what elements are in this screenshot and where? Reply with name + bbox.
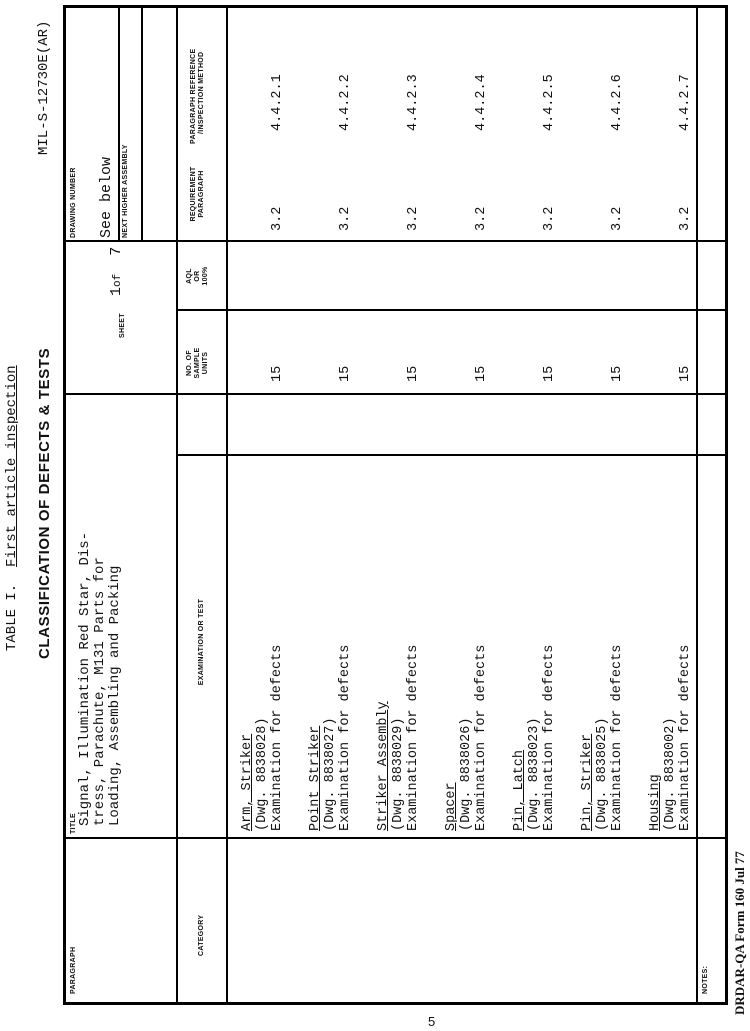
part-name: Pin, Striker xyxy=(580,733,595,831)
page-number: 5 xyxy=(428,1014,436,1029)
sheet-value xyxy=(108,247,125,296)
title-line-2: tress, Parachute, M131 Parts for xyxy=(92,557,108,826)
exam-text: Examination for defects xyxy=(542,644,557,831)
table-heading-prefix: TABLE I. xyxy=(4,583,20,651)
sample-count: 15 xyxy=(542,365,557,382)
requirement-label-1: REQUIREMENT xyxy=(190,166,197,222)
spec-number: MIL-S-12730E(AR) xyxy=(36,20,52,155)
table-heading xyxy=(4,365,20,651)
classification-form xyxy=(63,5,728,1005)
sample-label xyxy=(186,334,210,392)
exam-cell xyxy=(580,645,625,831)
requirement-paragraph: 3.2 xyxy=(678,206,693,231)
exam-text: Examination for defects xyxy=(338,644,353,831)
drawing-ref: (Dwg. 8838029) xyxy=(391,717,406,831)
requirement-paragraph: 3.2 xyxy=(610,206,625,231)
notes-label: NOTES: xyxy=(702,965,709,994)
sheet-total: 7 xyxy=(108,246,125,256)
requirement-paragraph: 3.2 xyxy=(270,206,285,231)
column-header-divider xyxy=(226,5,228,1002)
exam-cell xyxy=(240,645,285,831)
part-name: Arm, Striker xyxy=(240,733,255,831)
examination-label: EXAMINATION OR TEST xyxy=(198,598,205,686)
sample-col-line xyxy=(176,394,726,396)
drawing-ref: (Dwg. 8838027) xyxy=(323,717,338,831)
title-line-3: Loading, Assembling and Packing xyxy=(107,565,123,826)
requirement-label-2: PARAGRAPH xyxy=(198,170,205,218)
next-higher-assembly-label: NEXT HIGHER ASSEMBLY xyxy=(122,144,129,238)
category-label: CATEGORY xyxy=(198,914,205,956)
sample-label-2: SAMPLE xyxy=(194,347,201,379)
sample-count: 15 xyxy=(338,365,353,382)
form-id: DRDAR-QA Form 160 Jul 77 xyxy=(732,851,747,1015)
requirement-label xyxy=(190,148,206,240)
drawing-ref: (Dwg. 8838028) xyxy=(255,717,270,831)
requirement-paragraph: 3.2 xyxy=(474,206,489,231)
exam-cell xyxy=(512,645,557,831)
part-name: Spacer xyxy=(444,782,459,831)
reference-paragraph: 4.4.2.6 xyxy=(610,74,625,131)
part-name: Pin, Latch xyxy=(512,749,527,831)
reference-paragraph: 4.4.2.5 xyxy=(542,74,557,131)
requirement-paragraph: 3.2 xyxy=(406,206,421,231)
sample-count: 15 xyxy=(270,365,285,382)
sample-count: 15 xyxy=(474,365,489,382)
exam-text: Examination for defects xyxy=(270,644,285,831)
drawing-ref: (Dwg. 8838023) xyxy=(527,717,542,831)
table-heading-title: First article inspection xyxy=(4,365,20,567)
reference-label xyxy=(190,49,206,144)
part-name: Housing xyxy=(648,774,663,831)
drawing-ref: (Dwg. 8838026) xyxy=(459,717,474,831)
sheet-label: SHEET xyxy=(119,313,126,338)
notes-divider xyxy=(696,5,698,1002)
title-sheet-divider xyxy=(66,394,176,396)
exam-text: Examination for defects xyxy=(678,644,693,831)
header-divider xyxy=(176,242,178,1002)
reference-paragraph: 4.4.2.1 xyxy=(270,74,285,131)
part-name: Point Striker xyxy=(308,725,323,831)
drawing-number-value: See below xyxy=(98,156,115,238)
header-divider-right xyxy=(176,5,178,147)
reference-paragraph: 4.4.2.2 xyxy=(338,74,353,131)
exam-cell xyxy=(648,645,693,831)
exam-cell xyxy=(444,645,489,831)
paragraph-title-divider xyxy=(66,838,176,840)
paragraph-label: PARAGRAPH xyxy=(70,946,77,994)
aql-label-2: OR xyxy=(194,270,201,282)
requirement-paragraph: 3.2 xyxy=(338,206,353,231)
category-col-line xyxy=(176,838,726,840)
exam-text: Examination for defects xyxy=(610,644,625,831)
exam-text: Examination for defects xyxy=(474,644,489,831)
drawing-row-divider xyxy=(118,5,120,242)
reference-label-2: /INSPECTION METHOD xyxy=(198,51,205,134)
aql-label-1: AQL xyxy=(186,268,193,284)
reference-label-1: PARAGRAPH REFERENCE xyxy=(190,48,197,144)
requirement-paragraph: 3.2 xyxy=(542,206,557,231)
sheet-of: of xyxy=(112,273,124,287)
sample-count: 15 xyxy=(406,365,421,382)
sample-label-3: UNITS xyxy=(202,351,209,375)
part-name: Striker Assembly xyxy=(376,701,391,831)
req-col-line xyxy=(176,241,726,243)
reference-paragraph: 4.4.2.3 xyxy=(406,74,421,131)
title-line-1: Signal, Illumination Red Star, Dis- xyxy=(77,531,93,826)
sheet-number: 1 xyxy=(108,286,125,296)
exam-cell xyxy=(376,645,421,831)
aql-label xyxy=(186,244,210,308)
reference-paragraph: 4.4.2.7 xyxy=(678,74,693,131)
drawing-ref: (Dwg. 8838025) xyxy=(595,717,610,831)
exam-col-line xyxy=(176,455,726,457)
sheet-drawing-divider xyxy=(66,241,176,243)
drawing-ref: (Dwg. 8838002) xyxy=(663,717,678,831)
classification-title: CLASSIFICATION OF DEFECTS & TESTS xyxy=(36,347,53,659)
exam-text: Examination for defects xyxy=(406,644,421,831)
aql-label-3: 100% xyxy=(202,266,209,286)
exam-cell xyxy=(308,645,353,831)
sample-count: 15 xyxy=(610,365,625,382)
drawing-number-label: DRAWING NUMBER xyxy=(70,167,77,238)
sample-label-1: NO. OF xyxy=(186,350,193,376)
reference-paragraph: 4.4.2.4 xyxy=(474,74,489,131)
header-divider-mid xyxy=(176,147,178,242)
title-text xyxy=(78,532,123,826)
aql-col-line xyxy=(176,310,726,312)
title-label: TITLE xyxy=(70,813,77,834)
sample-count: 15 xyxy=(678,365,693,382)
nha-row-divider xyxy=(141,5,143,242)
